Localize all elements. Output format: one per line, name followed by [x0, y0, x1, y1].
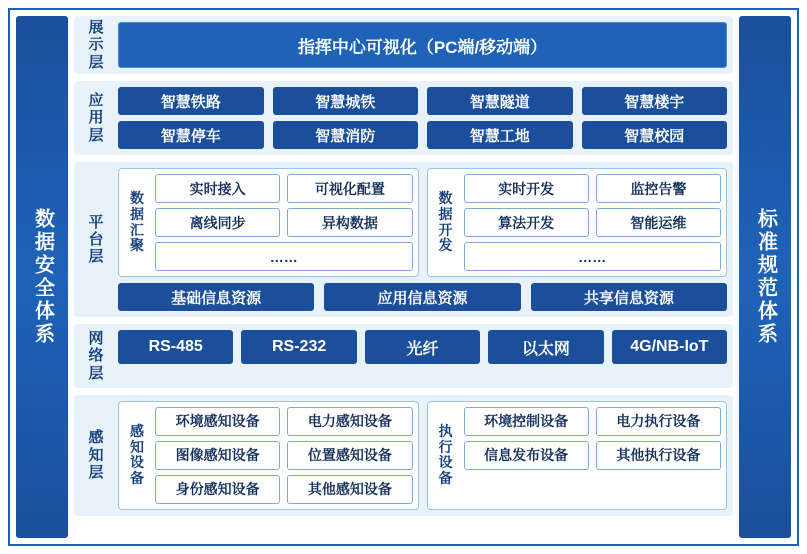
right-vertical-bar-label: 标准规范体系 — [754, 208, 777, 346]
app-item-smart-firefighting[interactable]: 智慧消防 — [273, 121, 419, 149]
left-vertical-bar-label: 数据安全体系 — [31, 208, 54, 346]
development-row-3 — [464, 242, 722, 271]
platform-group-data-aggregation — [118, 168, 419, 277]
sensor-item-image[interactable]: 图像感知设备 — [155, 441, 280, 470]
layer-network — [74, 324, 733, 388]
actuator-item-environment-control[interactable]: 环境控制设备 — [464, 407, 589, 436]
development-row-2 — [464, 208, 722, 237]
aggregation-row-1 — [155, 174, 413, 203]
layer-application-body — [118, 87, 727, 149]
sensing-group-sensor-devices — [118, 401, 419, 510]
platform-group-data-development-grid — [464, 174, 722, 271]
actuator-item-other[interactable]: 其他执行设备 — [596, 441, 721, 470]
sensor-row-2 — [155, 441, 413, 470]
development-item-monitor-alarm[interactable]: 监控告警 — [596, 174, 721, 203]
actuator-row-1 — [464, 407, 722, 436]
sensor-row-3 — [155, 475, 413, 504]
platform-group-data-development-label — [433, 174, 459, 271]
aggregation-row-3 — [155, 242, 413, 271]
resource-item-basic-info[interactable]: 基础信息资源 — [118, 283, 314, 311]
network-item-4g-nbiot[interactable]: 4G/NB-IoT — [612, 330, 727, 364]
resource-item-shared-info[interactable]: 共享信息资源 — [531, 283, 727, 311]
layer-presentation-label — [80, 19, 112, 71]
platform-group-data-aggregation-label-text: 数据汇聚 — [130, 190, 144, 254]
actuator-row-2 — [464, 441, 722, 470]
layer-sensing-label-text: 感知层 — [88, 429, 104, 481]
sensing-group-sensor-devices-label-text: 感知设备 — [130, 422, 144, 486]
sensing-groups — [118, 401, 727, 510]
app-item-smart-railway[interactable]: 智慧铁路 — [118, 87, 264, 115]
application-row-1 — [118, 87, 727, 115]
left-vertical-bar-data-security — [16, 16, 68, 538]
development-item-algorithm-dev[interactable]: 算法开发 — [464, 208, 589, 237]
layer-application — [74, 81, 733, 155]
actuator-item-info-publishing[interactable]: 信息发布设备 — [464, 441, 589, 470]
sensor-item-environment[interactable]: 环境感知设备 — [155, 407, 280, 436]
development-item-smart-ops[interactable]: 智能运维 — [596, 208, 721, 237]
aggregation-item-visual-config[interactable]: 可视化配置 — [287, 174, 412, 203]
layer-sensing-body — [118, 401, 727, 510]
network-item-ethernet[interactable]: 以太网 — [488, 330, 603, 364]
development-item-realtime-dev[interactable]: 实时开发 — [464, 174, 589, 203]
layer-presentation-body — [118, 22, 727, 68]
app-item-smart-metro[interactable]: 智慧城铁 — [273, 87, 419, 115]
resource-item-application-info[interactable]: 应用信息资源 — [324, 283, 520, 311]
network-item-rs232[interactable]: RS-232 — [241, 330, 356, 364]
sensor-item-location[interactable]: 位置感知设备 — [287, 441, 412, 470]
presentation-command-center-box[interactable]: 指挥中心可视化（PC端/移动端） — [118, 22, 727, 68]
platform-group-data-aggregation-grid — [155, 174, 413, 271]
sensing-group-actuator-devices-grid — [464, 407, 722, 504]
sensing-group-sensor-devices-label — [124, 407, 150, 504]
layer-sensing-label — [80, 401, 112, 510]
network-item-rs485[interactable]: RS-485 — [118, 330, 233, 364]
network-row — [118, 330, 727, 364]
layer-sensing — [74, 395, 733, 516]
layer-application-label — [80, 87, 112, 149]
aggregation-item-realtime-ingest[interactable]: 实时接入 — [155, 174, 280, 203]
layer-network-label — [80, 330, 112, 382]
layer-platform-label — [80, 168, 112, 311]
platform-resource-row — [118, 283, 727, 311]
layer-presentation — [74, 16, 733, 74]
aggregation-item-heterogeneous-data[interactable]: 异构数据 — [287, 208, 412, 237]
actuator-item-power-execution[interactable]: 电力执行设备 — [596, 407, 721, 436]
app-item-smart-campus[interactable]: 智慧校园 — [582, 121, 728, 149]
platform-group-data-aggregation-label — [124, 174, 150, 271]
architecture-frame — [8, 8, 799, 546]
application-row-2 — [118, 121, 727, 149]
layer-network-label-text: 网络层 — [88, 330, 104, 382]
sensing-group-actuator-devices — [427, 401, 728, 510]
sensor-item-identity[interactable]: 身份感知设备 — [155, 475, 280, 504]
sensor-item-other[interactable]: 其他感知设备 — [287, 475, 412, 504]
right-vertical-bar-standards — [739, 16, 791, 538]
layer-network-body — [118, 330, 727, 382]
app-item-smart-building[interactable]: 智慧楼宇 — [582, 87, 728, 115]
sensor-item-power[interactable]: 电力感知设备 — [287, 407, 412, 436]
sensor-row-1 — [155, 407, 413, 436]
sensing-group-actuator-devices-label-text: 执行设备 — [438, 422, 453, 486]
sensing-group-actuator-devices-label — [433, 407, 459, 504]
network-item-fiber[interactable]: 光纤 — [365, 330, 480, 364]
platform-group-data-development — [427, 168, 728, 277]
layer-platform — [74, 162, 733, 317]
platform-group-data-development-label-text: 数据开发 — [438, 190, 453, 254]
aggregation-item-more[interactable]: …… — [155, 242, 413, 271]
platform-groups — [118, 168, 727, 277]
aggregation-item-offline-sync[interactable]: 离线同步 — [155, 208, 280, 237]
aggregation-row-2 — [155, 208, 413, 237]
app-item-smart-tunnel[interactable]: 智慧隧道 — [427, 87, 573, 115]
layer-presentation-label-text: 展示层 — [88, 19, 104, 71]
layer-stack — [74, 16, 733, 538]
sensing-group-sensor-devices-grid — [155, 407, 413, 504]
development-row-1 — [464, 174, 722, 203]
app-item-smart-parking[interactable]: 智慧停车 — [118, 121, 264, 149]
app-item-smart-construction[interactable]: 智慧工地 — [427, 121, 573, 149]
layer-application-label-text: 应用层 — [88, 92, 104, 144]
development-item-more[interactable]: …… — [464, 242, 722, 271]
layer-platform-body — [118, 168, 727, 311]
layer-platform-label-text: 平台层 — [88, 213, 104, 266]
